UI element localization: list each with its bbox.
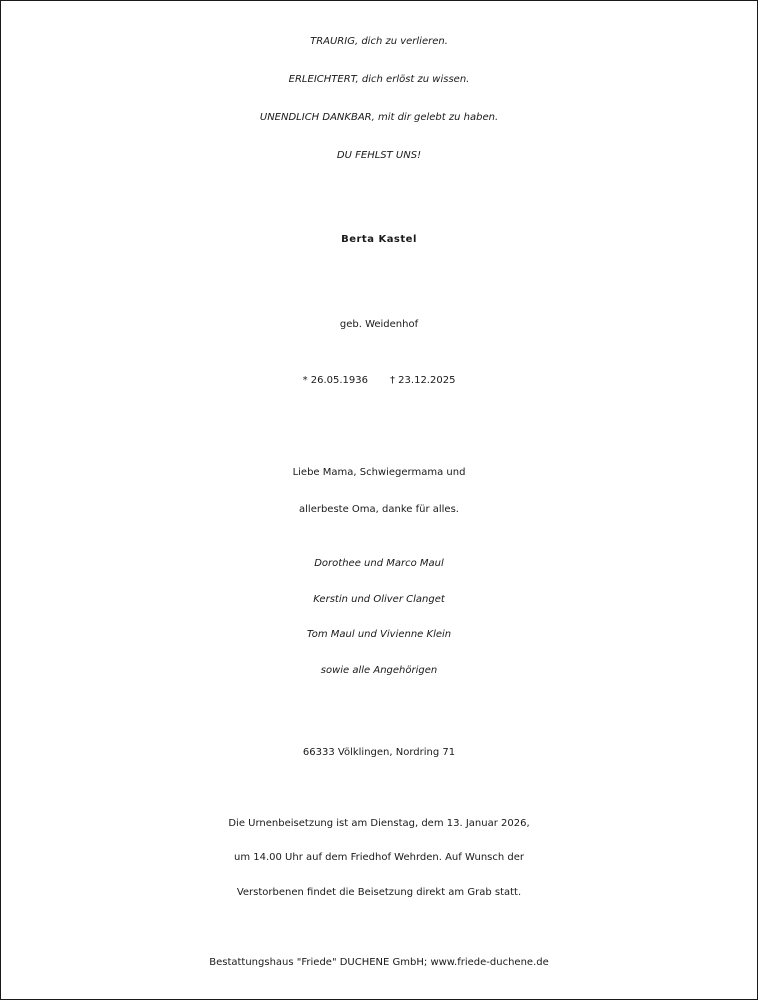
funeral-info-line-1: Die Urnenbeisetzung ist am Dienstag, dem 13. Januar 2026,	[228, 818, 530, 829]
verse-line-2: ERLEICHTERT, dich erlöst zu wissen.	[288, 74, 470, 85]
funeral-info-line-2: um 14.00 Uhr auf dem Friedhof Wehrden. Auf Wunsch der	[233, 852, 524, 863]
birth-date: * 26.05.1936	[302, 375, 368, 386]
mourner-line-2: Kerstin und Oliver Clanget	[313, 594, 445, 605]
dedication-line-1: Liebe Mama, Schwiegermama und	[292, 467, 466, 478]
funeral-home-footer: Bestattungshaus "Friede" DUCHENE GmbH; www.friede-duchene.de	[209, 957, 549, 968]
mourner-line-3: Tom Maul und Vivienne Klein	[306, 629, 452, 640]
verse-line-4: DU FEHLST UNS!	[336, 150, 422, 161]
address: 66333 Völklingen, Nordring 71	[302, 747, 456, 758]
funeral-info-line-3: Verstorbenen findet die Beisetzung direkt am Grab statt.	[236, 887, 522, 898]
life-dates	[1, 375, 757, 386]
mourner-line-4: sowie alle Angehörigen	[320, 665, 438, 676]
verse-line-3: UNENDLICH DANKBAR, mit dir gelebt zu haben.	[259, 112, 499, 123]
verse-line-1: TRAURIG, dich zu verlieren.	[310, 36, 448, 47]
dedication-line-2: allerbeste Oma, danke für alles.	[299, 504, 459, 515]
birth-name: geb. Weidenhof	[339, 319, 419, 330]
mourner-line-1: Dorothee und Marco Maul	[314, 558, 444, 569]
deceased-name: Berta Kastel	[341, 234, 417, 245]
death-date: † 23.12.2025	[390, 375, 456, 386]
